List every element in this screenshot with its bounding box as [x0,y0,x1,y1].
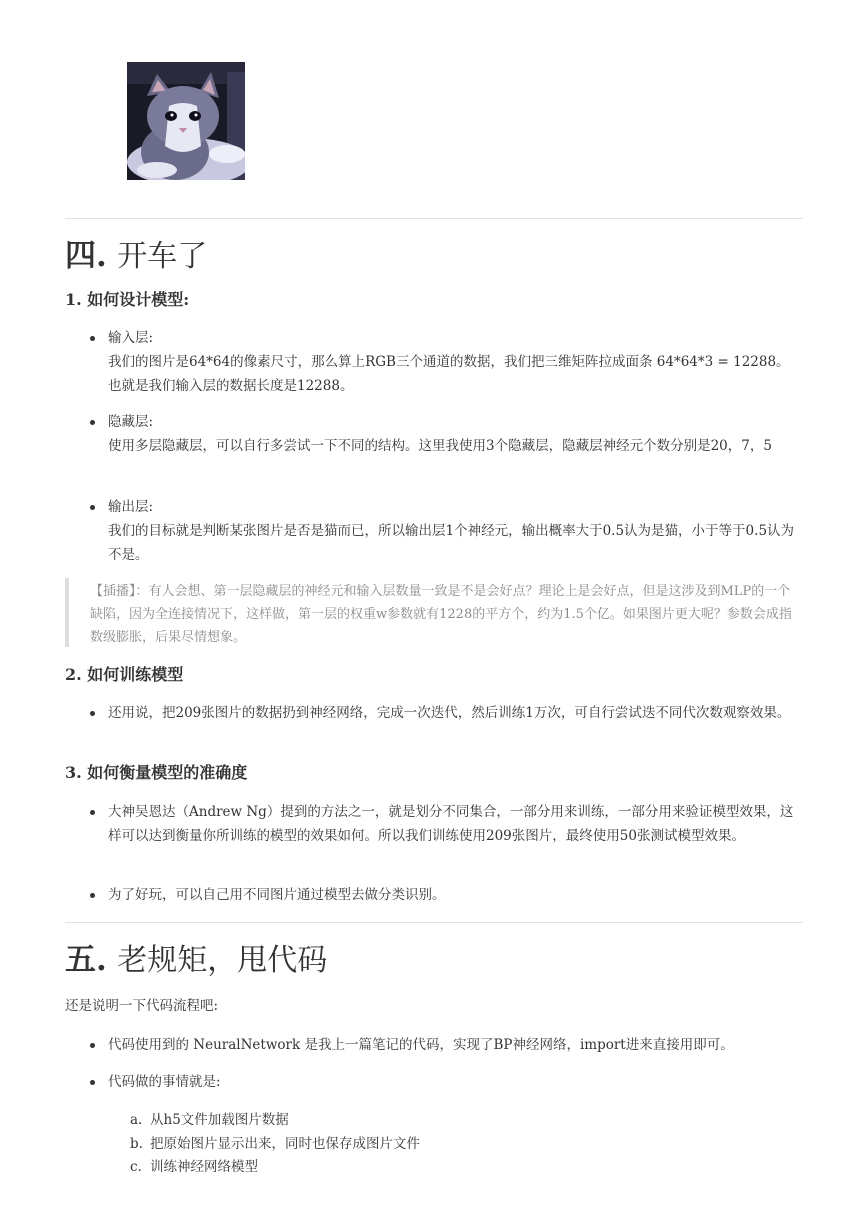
list-item-input-layer [90,326,802,398]
step-text: 训练神经网络模型 [150,1159,258,1175]
list-item-text: 代码使用到的 NeuralNetwork 是我上一篇笔记的代码，实现了BP神经网络，import进来直接用即可。 [108,1037,734,1053]
step-item [130,1109,289,1131]
step-marker: a. [130,1112,143,1128]
list-item-text: 还用说，把209张图片的数据扔到神经网络，完成一次迭代，然后训练1万次，可自行尝试迭不同代次数观察效果。 [108,705,791,721]
list-item [90,883,802,907]
step-item [130,1133,420,1155]
section-5-heading [65,940,327,981]
section-4-title: 开车了 [117,239,208,274]
section-5-title: 老规矩，甩代码 [117,943,328,978]
list-item [90,701,802,725]
list-item-label: 隐藏层: [108,414,154,430]
list-item-label: 输入层: [108,330,154,346]
list-item [90,800,802,848]
list-item-text: 使用多层隐藏层，可以自行多尝试一下不同的结构。这里我使用3个隐藏层，隐藏层神经元个数分别是20，7，5 [108,438,772,454]
subheading-number: 2. [65,665,82,684]
bullet-dot [90,336,95,341]
subheading-train-model [65,664,183,686]
list-item-output-layer [90,495,802,567]
list-item-label: 输出层: [108,499,154,515]
subheading-measure-accuracy [65,762,247,784]
section-4-number: 四. [65,238,107,274]
cat-image [127,62,245,180]
list-item-text: 我们的图片是64*64的像素尺寸，那么算上RGB三个通道的数据，我们把三维矩阵拉成面条 64*64*3 = 12288。 也就是我们输入层的数据长度是12288。 [108,354,790,394]
list-item [90,1033,802,1057]
step-text: 把原始图片显示出来，同时也保存成图片文件 [150,1136,420,1152]
list-item [90,1070,802,1094]
section-5-intro: 还是说明一下代码流程吧: [65,998,219,1014]
step-item [130,1156,258,1178]
subheading-number: 1. [65,290,82,309]
step-marker: b. [130,1136,143,1152]
section-4-heading [65,236,207,277]
section-5-number: 五. [65,942,107,978]
list-item-text: 代码做的事情就是: [108,1074,221,1090]
insert-note-blockquote [65,578,803,647]
list-item-text: 为了好玩，可以自己用不同图片通过模型去做分类识别。 [108,887,446,903]
step-text: 从h5文件加载图片数据 [150,1112,289,1128]
section-divider [65,218,803,219]
step-marker: c. [130,1159,142,1175]
blockquote-text: 【插播】：有人会想、第一层隐藏层的神经元和输入层数量一致是不是会好点？理论上是会好点，但是这涉及到MLP的一个缺陷，因为全连接情况下，这样做，第一层的权重w参数就有1228的平方个，约为1.5个亿。如果图片更大呢？参数会成指数级膨胀，后果尽情想象。 [90,584,792,645]
subheading-title: 如何训练模型 [87,665,184,684]
subheading-title: 如何衡量模型的准确度 [87,763,248,782]
subheading-design-model [65,289,189,311]
list-item-text: 大神吴恩达（Andrew Ng）提到的方法之一，就是划分不同集合，一部分用来训练，一部分用来验证模型效果，这样可以达到衡量你所训练的模型的效果如何。所以我们训练使用209张图片，最终使用50张测试模型效果。 [108,804,794,844]
bullet-dot [90,505,95,510]
bullet-dot [90,1043,95,1048]
subheading-title: 如何设计模型: [87,290,190,309]
bullet-dot [90,893,95,898]
bullet-dot [90,420,95,425]
list-item-text: 我们的目标就是判断某张图片是否是猫而已，所以输出层1个神经元，输出概率大于0.5认为是猫，小于等于0.5认为不是。 [108,523,795,563]
bullet-dot [90,711,95,716]
section-divider [65,922,803,923]
bullet-dot [90,810,95,815]
subheading-number: 3. [65,763,82,782]
bullet-dot [90,1080,95,1085]
list-item-hidden-layer [90,410,802,458]
